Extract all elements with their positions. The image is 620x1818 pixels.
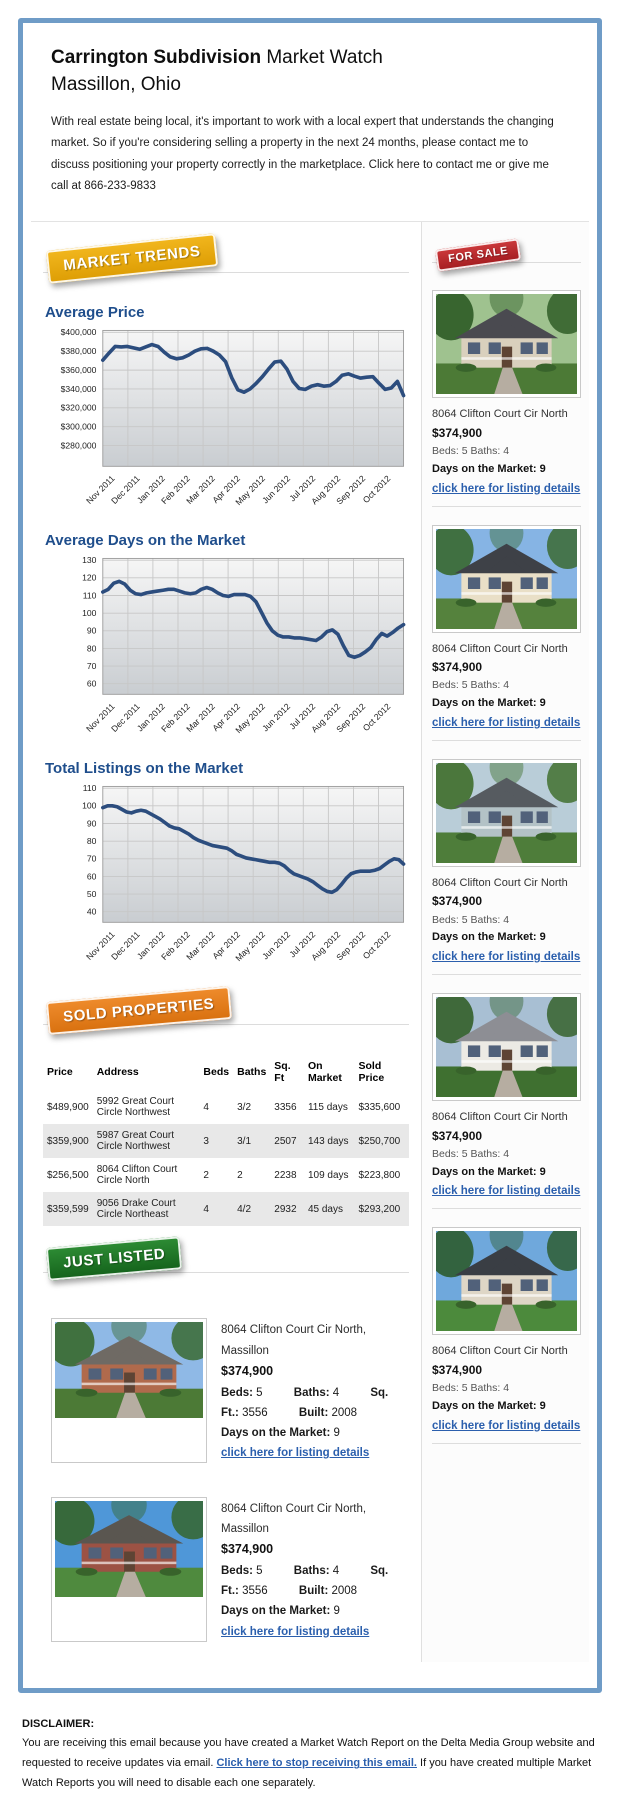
svg-text:Dec 2011: Dec 2011 xyxy=(109,929,142,963)
svg-text:Nov 2011: Nov 2011 xyxy=(84,473,117,507)
listing-details-link[interactable]: click here for listing details xyxy=(432,1185,581,1198)
listing-price: $374,900 xyxy=(221,1363,274,1378)
svg-text:Jan 2012: Jan 2012 xyxy=(134,929,167,962)
svg-text:60: 60 xyxy=(86,678,97,689)
disclaimer-title: DISCLAIMER: xyxy=(22,1717,95,1730)
table-row xyxy=(43,1124,409,1158)
svg-text:130: 130 xyxy=(82,555,97,566)
listing-details-link[interactable]: click here for listing details xyxy=(221,1625,370,1638)
table-header-row xyxy=(43,1054,409,1090)
svg-text:50: 50 xyxy=(86,889,97,900)
col-sold-price: Sold Price xyxy=(358,1060,385,1085)
beds-label: Beds: xyxy=(221,1565,253,1578)
cell-beds: 2 xyxy=(203,1169,209,1181)
cell-sold-price: $335,600 xyxy=(358,1101,401,1113)
listing-address: 8064 Clifton Court Cir North xyxy=(432,1345,568,1358)
days-on-market xyxy=(221,1423,401,1443)
house-photo xyxy=(436,1231,577,1331)
sold-properties-table xyxy=(43,1054,409,1226)
listing-photo-frame xyxy=(432,759,581,867)
disclaimer-text-after: If you have created multiple Market Watch Reports you will need to disable each one separately. xyxy=(22,1757,592,1790)
days-value: 9 xyxy=(539,462,546,475)
cell-price: $256,500 xyxy=(47,1169,89,1181)
listing-address: 8064 Clifton Court Cir North xyxy=(432,1111,568,1124)
listing-details-link[interactable]: click here for listing details xyxy=(432,951,581,964)
svg-text:$380,000: $380,000 xyxy=(60,346,97,357)
col-price: Price xyxy=(47,1066,73,1079)
listing-beds-baths: Beds: 5 Baths: 4 xyxy=(432,1382,510,1395)
svg-text:Jul 2012: Jul 2012 xyxy=(287,701,318,732)
days-label: Days on the Market: xyxy=(432,462,537,475)
disclaimer xyxy=(0,1701,620,1818)
svg-text:Jun 2012: Jun 2012 xyxy=(260,473,293,506)
cell-address: 9056 Drake Court Circle Northeast xyxy=(96,1198,176,1221)
svg-text:Apr 2012: Apr 2012 xyxy=(210,929,243,962)
days-on-market xyxy=(221,1601,401,1621)
days-value: 9 xyxy=(539,697,546,710)
days-label: Days on the Market: xyxy=(432,931,537,944)
svg-text:$280,000: $280,000 xyxy=(60,440,97,451)
table-row xyxy=(43,1192,409,1226)
for-sale-card xyxy=(432,525,581,741)
listing-price: $374,900 xyxy=(432,660,483,675)
total-listings-title: Total Listings on the Market xyxy=(45,760,244,778)
svg-text:110: 110 xyxy=(82,783,97,794)
svg-text:70: 70 xyxy=(86,661,97,672)
listing-price: $374,900 xyxy=(432,1128,483,1143)
baths-label: Baths: xyxy=(293,1565,330,1578)
days-on-market xyxy=(432,928,581,947)
just-listed-list xyxy=(43,1308,409,1651)
table-row xyxy=(43,1090,409,1124)
cell-price: $359,599 xyxy=(47,1203,89,1215)
svg-text:Apr 2012: Apr 2012 xyxy=(210,701,243,734)
days-on-market xyxy=(432,1397,581,1416)
house-photo xyxy=(436,294,577,394)
cell-sqft: 3356 xyxy=(274,1101,297,1113)
table-row xyxy=(43,1158,409,1192)
svg-text:May 2012: May 2012 xyxy=(233,929,268,964)
intro-paragraph: With real estate being local, it's important to work with a local expert that understands the changing market. So if you're considering selling a property in the next 24 months, please contact me to discuss positioning your property correctly in the marketplace. Click here to contact me or give me call at 866-233-9833 xyxy=(51,116,554,192)
built-label: Built: xyxy=(298,1406,329,1419)
for-sale-badge-row xyxy=(432,236,581,280)
listing-address: 8064 Clifton Court Cir North, Massillon xyxy=(221,1503,367,1536)
svg-text:Jun 2012: Jun 2012 xyxy=(260,701,293,734)
listing-photo-frame xyxy=(432,993,581,1101)
svg-text:Jul 2012: Jul 2012 xyxy=(287,473,318,504)
built-value: 2008 xyxy=(331,1406,358,1419)
svg-text:Jun 2012: Jun 2012 xyxy=(260,929,293,962)
house-photo xyxy=(436,763,577,863)
svg-text:Oct 2012: Oct 2012 xyxy=(360,929,393,962)
divider xyxy=(432,1208,581,1209)
days-value: 9 xyxy=(539,1399,546,1412)
svg-text:Feb 2012: Feb 2012 xyxy=(159,473,192,507)
col-address: Address xyxy=(96,1066,139,1079)
for-sale-badge: FOR SALE xyxy=(435,238,522,272)
svg-text:Oct 2012: Oct 2012 xyxy=(360,701,393,734)
svg-text:Nov 2011: Nov 2011 xyxy=(84,929,117,963)
house-photo xyxy=(55,1322,203,1418)
listing-specs xyxy=(221,1383,401,1423)
cell-sqft: 2238 xyxy=(274,1169,297,1181)
listing-address: 8064 Clifton Court Cir North xyxy=(432,408,568,421)
for-sale-card xyxy=(432,759,581,975)
cell-on-market: 115 days xyxy=(307,1101,348,1113)
market-trends-badge: MARKET TRENDS xyxy=(46,233,218,284)
days-on-market xyxy=(432,1163,581,1182)
cell-beds: 3 xyxy=(203,1135,209,1147)
svg-text:$300,000: $300,000 xyxy=(60,421,97,432)
col-baths: Baths xyxy=(237,1066,267,1079)
cell-beds: 4 xyxy=(203,1101,209,1113)
days-on-market xyxy=(432,694,581,713)
just-listed-item xyxy=(43,1487,409,1652)
average-price-title: Average Price xyxy=(45,304,145,322)
built-value: 2008 xyxy=(331,1585,358,1598)
svg-text:$360,000: $360,000 xyxy=(60,365,97,376)
svg-text:60: 60 xyxy=(86,871,97,882)
cell-baths: 3/1 xyxy=(237,1135,252,1147)
svg-text:Sep 2012: Sep 2012 xyxy=(334,701,368,735)
svg-text:90: 90 xyxy=(86,626,97,637)
divider xyxy=(432,740,581,741)
cell-beds: 4 xyxy=(203,1203,209,1215)
cell-baths: 2 xyxy=(237,1169,243,1181)
cell-sold-price: $250,700 xyxy=(358,1135,401,1147)
svg-text:110: 110 xyxy=(82,590,97,601)
listing-details-link[interactable]: click here for listing details xyxy=(432,1419,581,1432)
svg-text:70: 70 xyxy=(86,854,97,865)
listing-price: $374,900 xyxy=(432,1362,483,1377)
beds-value: 5 xyxy=(256,1565,263,1578)
sqft-label: Sq. Ft.: xyxy=(221,1565,389,1598)
cell-address: 8064 Clifton Court Circle North xyxy=(96,1164,178,1187)
cell-baths: 3/2 xyxy=(237,1101,252,1113)
house-photo xyxy=(436,997,577,1097)
days-label: Days on the Market: xyxy=(432,1165,537,1178)
just-listed-badge-row xyxy=(43,1236,409,1294)
svg-text:Sep 2012: Sep 2012 xyxy=(334,929,368,963)
listing-address: 8064 Clifton Court Cir North xyxy=(432,642,568,655)
cell-sqft: 2507 xyxy=(274,1135,297,1147)
beds-label: Beds: xyxy=(221,1386,253,1399)
col-sqft: Sq. Ft xyxy=(274,1060,291,1085)
built-label: Built: xyxy=(298,1585,329,1598)
svg-text:Aug 2012: Aug 2012 xyxy=(309,701,343,735)
svg-text:May 2012: May 2012 xyxy=(233,473,268,508)
cell-sold-price: $293,200 xyxy=(358,1203,401,1215)
just-listed-badge: JUST LISTED xyxy=(46,1237,183,1282)
title-bold: Carrington Subdivision xyxy=(51,47,262,68)
cell-address: 5987 Great Court Circle Northwest xyxy=(96,1130,174,1153)
cell-price: $489,900 xyxy=(47,1101,89,1113)
cell-sqft: 2932 xyxy=(274,1203,297,1215)
svg-text:May 2012: May 2012 xyxy=(233,701,268,736)
svg-text:Feb 2012: Feb 2012 xyxy=(159,929,192,963)
listing-details-link[interactable]: click here for listing details xyxy=(432,482,581,495)
listing-photo-frame xyxy=(432,290,581,398)
baths-value: 4 xyxy=(332,1565,340,1578)
content-columns xyxy=(31,221,589,1661)
unsubscribe-link[interactable]: Click here to stop receiving this email. xyxy=(216,1757,417,1770)
sqft-label: Sq. Ft.: xyxy=(221,1386,389,1419)
total-listings-chart xyxy=(43,781,409,978)
sold-properties-badge-row xyxy=(43,988,409,1046)
house-photo xyxy=(436,529,577,629)
cell-on-market: 45 days xyxy=(307,1203,343,1215)
market-trends-badge-row xyxy=(43,236,409,294)
newsletter-frame xyxy=(18,18,602,1693)
svg-text:Feb 2012: Feb 2012 xyxy=(159,701,192,735)
svg-text:$400,000: $400,000 xyxy=(60,327,97,338)
listing-photo-frame xyxy=(51,1497,207,1642)
sold-properties-badge: SOLD PROPERTIES xyxy=(46,986,232,1035)
disclaimer-text-before: You are receiving this email because you have created a Market Watch Report on the Delta Media Group website and requested to receive updates via email. xyxy=(22,1737,595,1770)
days-value: 9 xyxy=(539,1165,546,1178)
cell-sold-price: $223,800 xyxy=(358,1169,401,1181)
average-days-chart xyxy=(43,553,409,750)
listing-beds-baths: Beds: 5 Baths: 4 xyxy=(432,679,510,692)
listing-info xyxy=(221,1318,401,1463)
svg-text:40: 40 xyxy=(86,906,97,917)
divider xyxy=(432,506,581,507)
listing-photo-frame xyxy=(432,1227,581,1335)
cell-price: $359,900 xyxy=(47,1135,89,1147)
for-sale-card xyxy=(432,1227,581,1443)
average-days-title: Average Days on the Market xyxy=(45,532,246,550)
svg-text:100: 100 xyxy=(82,608,97,619)
days-value: 9 xyxy=(333,1605,340,1618)
for-sale-card xyxy=(432,993,581,1209)
main-column xyxy=(31,222,421,1661)
days-value: 9 xyxy=(333,1426,340,1439)
divider xyxy=(432,974,581,975)
cell-on-market: 143 days xyxy=(307,1135,349,1147)
for-sale-sidebar xyxy=(421,222,589,1661)
svg-text:Aug 2012: Aug 2012 xyxy=(309,929,343,963)
days-label: Days on the Market: xyxy=(221,1605,331,1618)
listing-specs xyxy=(221,1561,401,1601)
just-listed-item xyxy=(43,1308,409,1473)
listing-photo-frame xyxy=(432,525,581,633)
sqft-value: 3556 xyxy=(242,1406,268,1419)
days-label: Days on the Market: xyxy=(221,1426,331,1439)
title-rest: Market Watch xyxy=(261,47,383,68)
listing-price: $374,900 xyxy=(432,425,483,440)
baths-label: Baths: xyxy=(293,1386,330,1399)
listing-beds-baths: Beds: 5 Baths: 4 xyxy=(432,913,510,926)
svg-text:Nov 2011: Nov 2011 xyxy=(84,701,117,735)
svg-text:Oct 2012: Oct 2012 xyxy=(360,473,393,506)
svg-text:$320,000: $320,000 xyxy=(60,402,97,413)
svg-text:90: 90 xyxy=(86,818,97,829)
svg-text:Dec 2011: Dec 2011 xyxy=(109,473,142,507)
svg-text:80: 80 xyxy=(86,836,97,847)
listing-address: 8064 Clifton Court Cir North xyxy=(432,876,568,889)
beds-value: 5 xyxy=(256,1386,263,1399)
svg-text:Sep 2012: Sep 2012 xyxy=(334,473,368,507)
listing-details-link[interactable]: click here for listing details xyxy=(221,1446,370,1459)
svg-text:Mar 2012: Mar 2012 xyxy=(184,473,217,507)
listing-beds-baths: Beds: 5 Baths: 4 xyxy=(432,1147,510,1160)
divider xyxy=(432,1443,581,1444)
svg-text:80: 80 xyxy=(86,643,97,654)
svg-text:120: 120 xyxy=(82,573,97,584)
cell-baths: 4/2 xyxy=(237,1203,252,1215)
for-sale-card xyxy=(432,290,581,506)
listing-address: 8064 Clifton Court Cir North, Massillon xyxy=(221,1324,367,1357)
header xyxy=(23,23,597,207)
newsletter-page xyxy=(0,18,620,1818)
title-city: Massillon, Ohio xyxy=(51,73,181,95)
baths-value: 4 xyxy=(332,1386,340,1399)
days-label: Days on the Market: xyxy=(432,697,537,710)
svg-text:Apr 2012: Apr 2012 xyxy=(210,473,243,506)
listing-info xyxy=(221,1497,401,1642)
sqft-value: 3556 xyxy=(242,1585,268,1598)
svg-text:Aug 2012: Aug 2012 xyxy=(309,473,343,507)
cell-address: 5992 Great Court Circle Northwest xyxy=(96,1096,174,1119)
svg-text:100: 100 xyxy=(82,801,97,812)
listing-price: $374,900 xyxy=(432,894,483,909)
listing-details-link[interactable]: click here for listing details xyxy=(432,716,581,729)
days-value: 9 xyxy=(539,931,546,944)
cell-on-market: 109 days xyxy=(307,1169,349,1181)
days-on-market xyxy=(432,460,581,479)
col-on-market: On Market xyxy=(307,1060,342,1085)
svg-text:Jul 2012: Jul 2012 xyxy=(287,929,318,960)
svg-text:Jan 2012: Jan 2012 xyxy=(134,701,167,734)
svg-text:Mar 2012: Mar 2012 xyxy=(184,701,217,735)
for-sale-list xyxy=(432,290,581,1443)
col-beds: Beds xyxy=(203,1066,230,1079)
average-price-chart xyxy=(43,325,409,522)
svg-text:Dec 2011: Dec 2011 xyxy=(109,701,142,735)
page-title xyxy=(51,45,569,98)
svg-text:$340,000: $340,000 xyxy=(60,384,97,395)
listing-beds-baths: Beds: 5 Baths: 4 xyxy=(432,445,510,458)
days-label: Days on the Market: xyxy=(432,1399,537,1412)
listing-price: $374,900 xyxy=(221,1542,274,1557)
svg-text:Mar 2012: Mar 2012 xyxy=(184,929,217,963)
listing-photo-frame xyxy=(51,1318,207,1463)
svg-text:Jan 2012: Jan 2012 xyxy=(134,473,167,506)
